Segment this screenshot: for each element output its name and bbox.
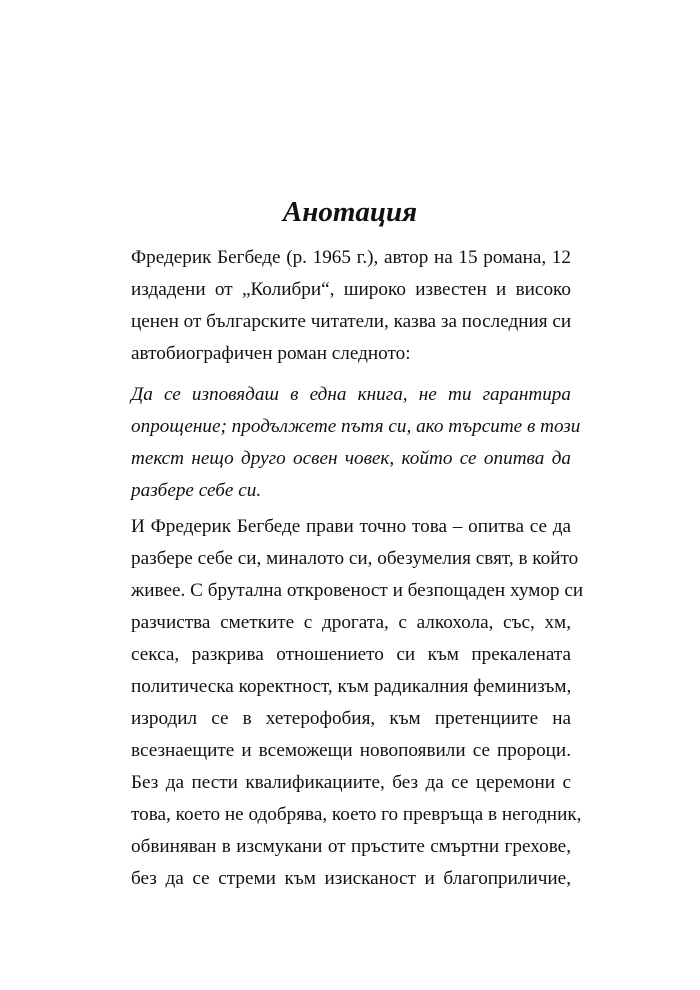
page-title: Анотация xyxy=(282,196,418,228)
body-line: живее. С брутална откровеност и безпощаден хумор си xyxy=(131,580,584,601)
body-line: секса, разкрива отношението си към прекалената xyxy=(131,644,571,665)
body-line: разбере себе си, миналото си, обезумелия свят, в който xyxy=(131,548,579,569)
intro-line: издадени от „Колибри“, широко известен и високо xyxy=(131,279,571,300)
quote-line: текст нещо друго освен човек, който се опитва да xyxy=(131,448,571,469)
quote-line: опрощение; продължете пътя си, ако търсите в този xyxy=(131,416,581,437)
intro-line: автобиографичен роман следното: xyxy=(131,343,411,364)
body-line: политическа коректност, към радикалния феминизъм, xyxy=(131,676,572,697)
body-line: И Фредерик Бегбеде прави точно това – опитва се да xyxy=(131,516,571,537)
body-line: разчиства сметките с дрогата, с алкохола, със, хм, xyxy=(131,612,571,633)
body-line: изродил се в хетерофобия, към претенциите на xyxy=(131,708,571,729)
body-line: обвиняван в изсмукани от пръстите смъртни грехове, xyxy=(131,836,571,857)
intro-line: Фредерик Бегбеде (р. 1965 г.), автор на 15 романа, 12 xyxy=(131,247,571,268)
quote-line: Да се изповядаш в една книга, не ти гарантира xyxy=(131,384,571,405)
body-line: това, което не одобрява, което го превръща в негодник, xyxy=(131,804,582,825)
body-line: всезнаещите и всеможещи новопоявили се пророци. xyxy=(131,740,571,761)
body-line: без да се стреми към изисканост и благоприличие, xyxy=(131,868,571,889)
body-line: Без да пести квалификациите, без да се церемони с xyxy=(131,772,571,793)
intro-line: ценен от българските читатели, казва за последния си xyxy=(131,311,572,332)
quote-line: разбере себе си. xyxy=(131,480,262,501)
